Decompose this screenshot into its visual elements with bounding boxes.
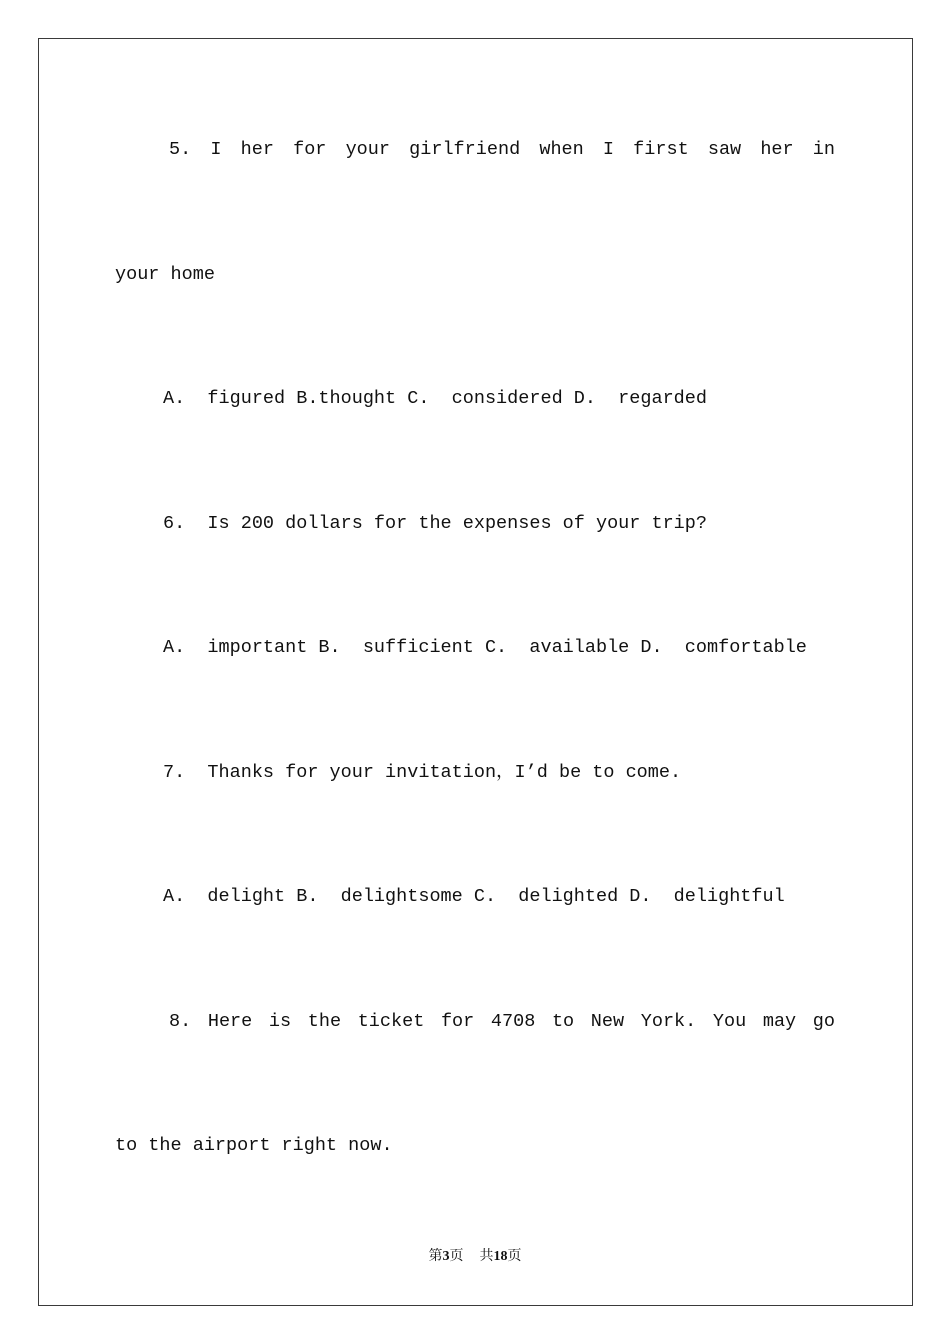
question-7-options: A. delight B. delightsome C. delighted D. delightful [163, 886, 785, 907]
document-body [115, 88, 835, 1209]
question-5-stem-line-2: your home [115, 263, 215, 285]
page-footer [0, 1247, 950, 1267]
question-8-stem-line-1: 8. Here is the ticket for 4708 to New York. You may go [169, 1010, 835, 1032]
question-5-stem-line-1: 5. I her for your girlfriend when I first saw her in [169, 139, 835, 160]
question-6-options: A. important B. sufficient C. available D. comfortable [163, 637, 807, 658]
current-page-indicator [429, 1249, 464, 1264]
page-suffix: 页 [449, 1249, 464, 1264]
question-7-stem: 7. Thanks for your invitation，I’d be to come. [163, 761, 682, 783]
question-8-stem-line-2: to the airport right now. [115, 1135, 393, 1156]
total-pages-indicator [480, 1249, 522, 1264]
total-pages-number: 18 [493, 1249, 508, 1264]
current-page-number: 3 [442, 1249, 450, 1264]
question-6-stem: 6. Is 200 dollars for the expenses of your trip? [163, 512, 707, 534]
page-prefix: 第 [428, 1249, 443, 1264]
total-suffix: 页 [507, 1249, 522, 1264]
question-5-options: A. figured B.thought C. considered D. regarded [163, 388, 707, 409]
total-prefix: 共 [479, 1249, 494, 1264]
